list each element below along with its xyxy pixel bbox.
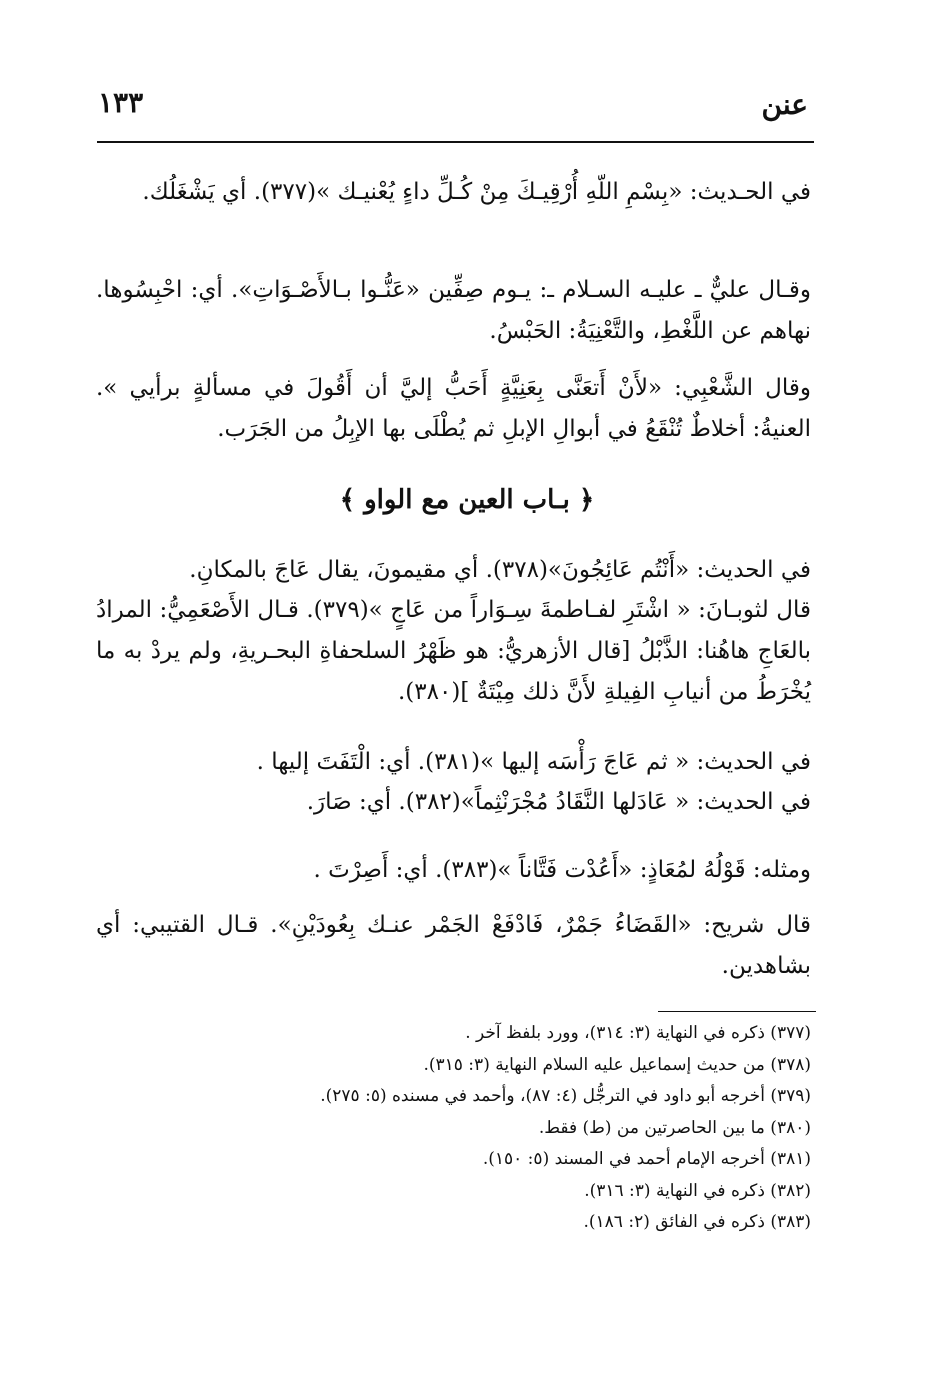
section-heading: ﴿ بـاب العين مع الواو ﴾	[339, 485, 595, 515]
header-rule	[97, 141, 814, 143]
footnote-382: (٣٨٢) ذكره في النهاية (٣: ٣١٦).	[584, 1180, 811, 1201]
paragraph-ali-siffin: وقـال عليٌّ ـ عليـه السـلام ـ: يـوم صِفِّين «عَنُّـوا بـالأَصْـوَاتِ». أي: احْبِسُوها. نهاهم عن اللَّغْطِ، والتَّعْنِيَةُ: الحَبْسُ.	[96, 277, 811, 344]
footnote-378: (٣٧٨) من حديث إسماعيل عليه السلام النهاية (٣: ٣١٥).	[423, 1054, 811, 1075]
paragraph-hadith-aijun: في الحديث: «أَنْتُم عَائِجُونَ»(٣٧٨). أي مقيمونَ، يقال عَاجَ بالمكانِ.	[189, 557, 811, 583]
footnote-380: (٣٨٠) ما بين الحاصرتين من (ط) فقط.	[538, 1117, 811, 1138]
footnote-383: (٣٨٣) ذكره في الفائق (٢: ١٨٦).	[583, 1212, 811, 1232]
page-number: ١٣٣	[98, 86, 144, 119]
paragraph-muadh: ومثله: قَوْلُهُ لمُعَاذٍ: «أَعُدْت فَتَّاناً »(٣٨٣). أي: أَصِرْتَ .	[313, 857, 811, 883]
paragraph-hadith-aja-rasahu: في الحديث: « ثم عَاجَ رَأْسَه إليها »(٣٨١). أي: الْتَفَتَ إليها .	[256, 749, 811, 775]
paragraph-shabi: وقال الشَّعْبِي: «لأَنْ أَتعَنَّى بِعَنِيَّةٍ أَحَبُّ إليَّ أن أَقُولَ في مسألةٍ برأيي ». العنيةُ: أخلاطٌ تُنْقَعُ في أبوالِ الإبلِ ثم يُطْلَى بها الإبِلُ من الجَرَب.	[96, 375, 811, 442]
paragraph-hadith-adalaha: في الحديث: « عَادَلها النَّقَادُ مُجْرَنْثِماً»(٣٨٢). أي: صَارَ.	[306, 789, 811, 815]
footnote-379: (٣٧٩) أخرجه أبو داود في الترجُّل (٤: ٨٧)، وأحمد في مسنده (٥: ٢٧٥).	[320, 1086, 811, 1106]
paragraph-shurayh: قال شريح: «القَضَاءُ جَمْرٌ، فَادْفَعْ الجَمْر عنـك بِعُودَيْنِ». قـال القتيبي: أي بشاهدين.	[96, 912, 811, 979]
footnote-377: (٣٧٧) ذكره في النهاية (٣: ٣١٤)، وورد بلفظ آخر .	[465, 1023, 811, 1043]
footnotes	[96, 1018, 811, 1239]
footnote-separator	[658, 1011, 816, 1012]
paragraph-hadith-ruqya: في الحـديث: «بِسْمِ اللّهِ أُرْقِيـكَ مِنْ كُـلِّ داءٍ يُعْنيـك »(٣٧٧). أي يَشْغَلُك.	[142, 179, 811, 205]
paragraph-thawban-aaj: قال لثوبـانَ: « اشْتَرِ لفـاطمةَ سِـوَاراً من عَاجٍ »(٣٧٩). قـال الأَصْعَمِيُّ: المرادُ بالعَاجِ هاهُنا: الذَّبْلُ [قال الأزهريُّ: هو ظَهْرُ السلحفاةِ البحـريةِ، ولم يردْ به ما يُخْرَطُ من أنيابِ الفِيلةِ لأَنَّ ذلك مِيْتَةٌ ](٣٨٠).	[96, 597, 811, 705]
running-head: عنن	[761, 88, 808, 121]
footnote-381: (٣٨١) أخرجه الإمام أحمد في المسند (٥: ١٥٠).	[482, 1149, 811, 1169]
